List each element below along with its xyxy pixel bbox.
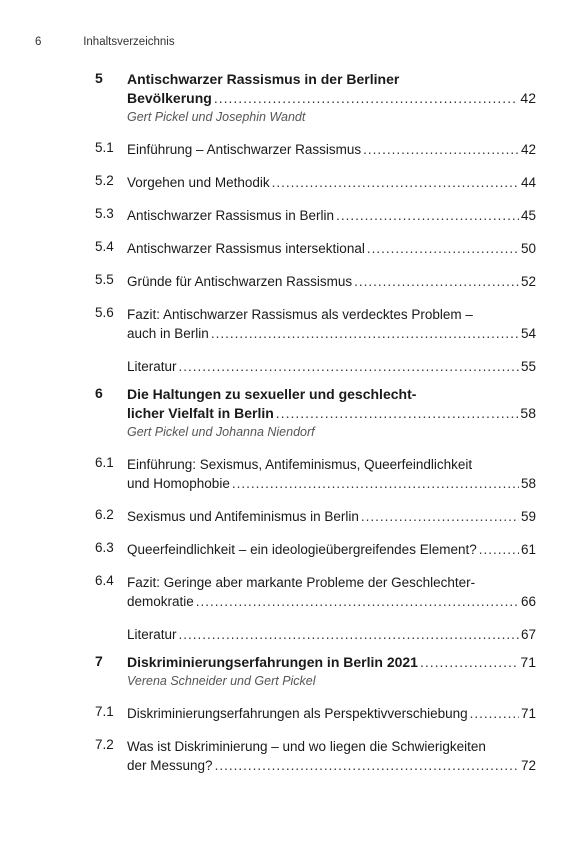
toc-number: 5.2 [95,173,114,188]
toc-page: 50 [520,241,536,256]
toc-entry [95,272,536,291]
toc-title-line: Fazit: Geringe aber markante Probleme der Geschlechter- [127,575,476,590]
dot-leader [179,625,519,644]
toc-title-line: Antischwarzer Rassismus intersektional [127,241,365,256]
toc-page: 58 [520,476,536,491]
toc-chapter [95,70,536,126]
dot-leader [479,540,519,559]
toc-number: 6 [95,385,103,401]
toc-title-line: Antischwarzer Rassismus in der Berliner [127,71,400,87]
toc-entry [95,455,536,493]
toc-title-line: Fazit: Antischwarzer Rassismus als verdecktes Problem – [127,307,473,322]
toc-page: 67 [520,627,536,642]
toc-number: 5.6 [95,305,114,320]
toc-entry [95,206,536,225]
toc-title-line: Literatur [127,627,177,642]
toc-page: 44 [520,175,536,190]
toc-page: 58 [520,405,536,421]
toc-entry [95,239,536,258]
dot-leader [420,653,518,672]
toc-title-line: Queerfeindlichkeit – ein ideologieübergreifendes Element? [127,542,477,557]
toc-number: 7.1 [95,704,114,719]
toc-title-line: Antischwarzer Rassismus in Berlin [127,208,335,223]
toc-number: 5.4 [95,239,114,254]
dot-leader [336,206,519,225]
toc-number: 6.3 [95,540,114,555]
toc-entry [95,625,536,644]
toc-title-line: auch in Berlin [127,326,209,341]
toc-number: 7.2 [95,737,114,752]
toc-author: Gert Pickel und Johanna Niendorf [127,425,315,439]
toc-title-line: Gründe für Antischwarzen Rassismus [127,274,353,289]
toc-title-line: Einführung: Sexismus, Antifeminismus, Queerfeindlichkeit [127,457,473,472]
toc-title-line: der Messung? [127,758,213,773]
toc-title-line: Diskriminierungserfahrungen als Perspektivverschiebung [127,706,468,721]
toc-entry [95,305,536,343]
toc-page: 42 [520,142,536,157]
toc-author: Verena Schneider und Gert Pickel [127,674,316,688]
toc-page: 66 [520,594,536,609]
dot-leader [179,357,519,376]
dot-leader [367,239,519,258]
table-of-contents [95,70,536,775]
toc-number: 7 [95,653,103,669]
toc-number: 5.1 [95,140,114,155]
toc-number: 6.1 [95,455,114,470]
toc-title-line: Diskriminierungserfahrungen in Berlin 2021 [127,654,418,670]
dot-leader [272,173,519,192]
dot-leader [214,89,519,108]
toc-page: 45 [520,208,536,223]
toc-entry [95,704,536,723]
toc-title-line: Einführung – Antischwarzer Rassismus [127,142,362,157]
toc-title-line: und Homophobie [127,476,230,491]
toc-page: 72 [520,758,536,773]
toc-page: 61 [520,542,536,557]
dot-leader [211,324,519,343]
dot-leader [232,474,519,493]
toc-page: 52 [520,274,536,289]
toc-number: 5.3 [95,206,114,221]
toc-title-line: Literatur [127,359,177,374]
toc-page: 71 [520,654,536,670]
toc-entry [95,540,536,559]
toc-entry [95,140,536,159]
toc-number: 5.5 [95,272,114,287]
dot-leader [215,756,519,775]
toc-title-line: licher Vielfalt in Berlin [127,405,274,421]
toc-entry [95,357,536,376]
toc-title-line: Vorgehen und Methodik [127,175,270,190]
toc-entry [95,737,536,775]
toc-title-line: demokratie [127,594,194,609]
page-number: 6 [35,36,42,48]
toc-title-line: Die Haltungen zu sexueller und geschlecht- [127,386,417,402]
header-title: Inhaltsverzeichnis [83,36,175,48]
toc-page: 54 [520,326,536,341]
page-header [35,36,175,48]
toc-number: 6.4 [95,573,114,588]
dot-leader [354,272,519,291]
dot-leader [470,704,519,723]
toc-page: 55 [520,359,536,374]
toc-title-line: Sexismus und Antifeminismus in Berlin [127,509,359,524]
toc-author: Gert Pickel und Josephin Wandt [127,110,306,124]
dot-leader [361,507,519,526]
toc-title-line: Was ist Diskriminierung – und wo liegen die Schwierigkeiten [127,739,486,754]
dot-leader [363,140,519,159]
toc-page: 42 [520,90,536,106]
toc-entry [95,573,536,611]
toc-entry [95,507,536,526]
toc-chapter [95,653,536,690]
dot-leader [196,592,519,611]
toc-number: 6.2 [95,507,114,522]
toc-title-line: Bevölkerung [127,90,212,106]
toc-page: 71 [520,706,536,721]
dot-leader [276,404,519,423]
toc-chapter [95,385,536,441]
toc-page: 59 [520,509,536,524]
toc-number: 5 [95,70,103,86]
toc-entry [95,173,536,192]
